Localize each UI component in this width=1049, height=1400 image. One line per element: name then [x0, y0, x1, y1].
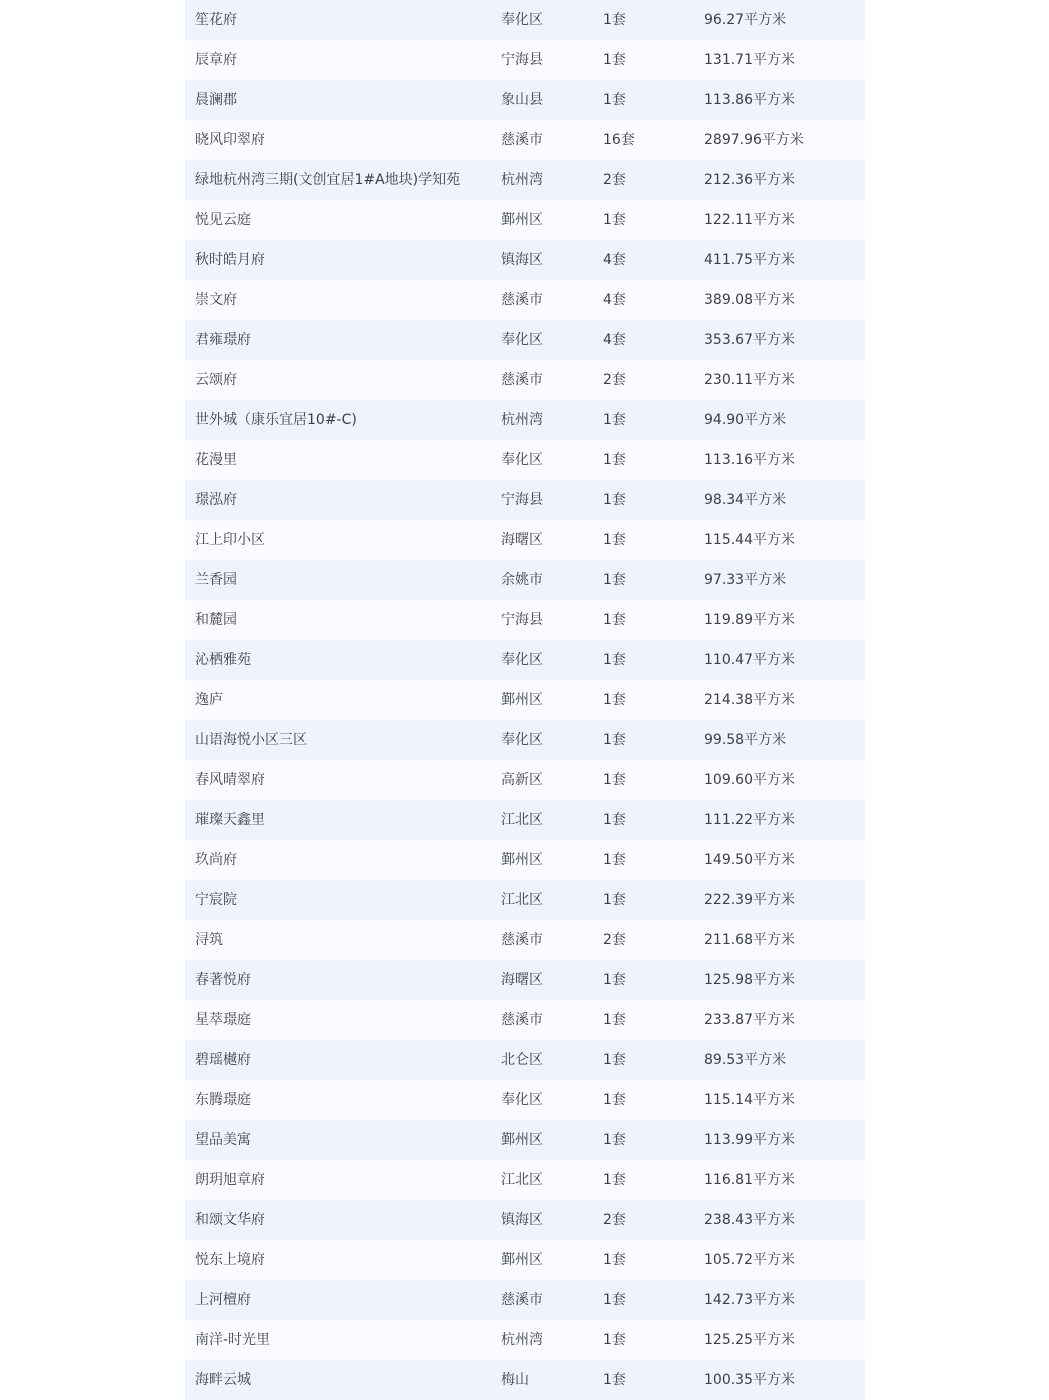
project-name-cell: 春著悦府 [195, 972, 251, 988]
project-name-cell: 春风晴翠府 [195, 772, 265, 788]
project-name-cell: 晨澜郡 [195, 92, 237, 108]
table-row [185, 80, 865, 120]
unit-count-cell: 1套 [603, 1372, 626, 1388]
unit-count-cell: 1套 [603, 732, 626, 748]
project-name-cell: 兰香园 [195, 572, 237, 588]
district-cell: 高新区 [501, 772, 543, 788]
area-cell: 411.75平方米 [704, 252, 795, 268]
project-name-cell: 璟泓府 [195, 492, 237, 508]
project-name-cell: 世外城（康乐宜居10#-C) [195, 412, 357, 428]
unit-count-cell: 4套 [603, 252, 626, 268]
unit-count-cell: 1套 [603, 1052, 626, 1068]
unit-count-cell: 1套 [603, 812, 626, 828]
project-name-cell: 碧瑶樾府 [195, 1052, 251, 1068]
project-name-cell: 辰章府 [195, 52, 237, 68]
unit-count-cell: 1套 [603, 532, 626, 548]
district-cell: 鄞州区 [501, 692, 543, 708]
unit-count-cell: 4套 [603, 292, 626, 308]
unit-count-cell: 2套 [603, 932, 626, 948]
project-name-cell: 璀璨天鑫里 [195, 812, 265, 828]
project-name-cell: 云颂府 [195, 372, 237, 388]
district-cell: 海曙区 [501, 532, 543, 548]
table-row [185, 240, 865, 280]
unit-count-cell: 4套 [603, 332, 626, 348]
project-name-cell: 晓风印翠府 [195, 132, 265, 148]
district-cell: 奉化区 [501, 332, 543, 348]
unit-count-cell: 1套 [603, 1172, 626, 1188]
area-cell: 111.22平方米 [704, 812, 795, 828]
area-cell: 230.11平方米 [704, 372, 795, 388]
project-name-cell: 朗玥旭章府 [195, 1172, 265, 1188]
project-name-cell: 崇文府 [195, 292, 237, 308]
area-cell: 125.25平方米 [704, 1332, 795, 1348]
district-cell: 慈溪市 [501, 292, 543, 308]
area-cell: 122.11平方米 [704, 212, 795, 228]
area-cell: 97.33平方米 [704, 572, 787, 588]
project-name-cell: 和麓园 [195, 612, 237, 628]
table-row [185, 1200, 865, 1240]
table-row [185, 1160, 865, 1200]
district-cell: 宁海县 [501, 52, 543, 68]
unit-count-cell: 1套 [603, 412, 626, 428]
district-cell: 奉化区 [501, 652, 543, 668]
table-row [185, 1320, 865, 1360]
project-name-cell: 东腾璟庭 [195, 1092, 251, 1108]
project-name-cell: 秋时皓月府 [195, 252, 265, 268]
district-cell: 慈溪市 [501, 932, 543, 948]
unit-count-cell: 1套 [603, 612, 626, 628]
area-cell: 96.27平方米 [704, 12, 787, 28]
unit-count-cell: 1套 [603, 1292, 626, 1308]
unit-count-cell: 1套 [603, 452, 626, 468]
table-row [185, 0, 865, 40]
district-cell: 北仑区 [501, 1052, 543, 1068]
table-row [185, 960, 865, 1000]
unit-count-cell: 1套 [603, 572, 626, 588]
table-row [185, 120, 865, 160]
district-cell: 奉化区 [501, 1092, 543, 1108]
table-row [185, 1280, 865, 1320]
project-name-cell: 上河檀府 [195, 1292, 251, 1308]
unit-count-cell: 1套 [603, 1252, 626, 1268]
district-cell: 慈溪市 [501, 132, 543, 148]
table-row [185, 1080, 865, 1120]
table-row [185, 1360, 865, 1400]
district-cell: 奉化区 [501, 452, 543, 468]
unit-count-cell: 1套 [603, 652, 626, 668]
table-row [185, 520, 865, 560]
area-cell: 233.87平方米 [704, 1012, 795, 1028]
project-name-cell: 宁宸院 [195, 892, 237, 908]
unit-count-cell: 1套 [603, 1132, 626, 1148]
area-cell: 99.58平方米 [704, 732, 787, 748]
table-row [185, 760, 865, 800]
area-cell: 353.67平方米 [704, 332, 795, 348]
project-name-cell: 君雍璟府 [195, 332, 251, 348]
district-cell: 镇海区 [501, 252, 543, 268]
project-name-cell: 花漫里 [195, 452, 237, 468]
unit-count-cell: 2套 [603, 172, 626, 188]
table-row [185, 480, 865, 520]
table-row [185, 1240, 865, 1280]
district-cell: 奉化区 [501, 12, 543, 28]
area-cell: 94.90平方米 [704, 412, 787, 428]
project-name-cell: 星萃璟庭 [195, 1012, 251, 1028]
area-cell: 389.08平方米 [704, 292, 795, 308]
table-row [185, 360, 865, 400]
project-name-cell: 绿地杭州湾三期(文创宜居1#A地块)学知苑 [195, 172, 461, 188]
district-cell: 鄞州区 [501, 212, 543, 228]
district-cell: 慈溪市 [501, 1012, 543, 1028]
area-cell: 113.86平方米 [704, 92, 795, 108]
table-row [185, 160, 865, 200]
listing-table [185, 0, 865, 1400]
table-row [185, 840, 865, 880]
project-name-cell: 悦见云庭 [195, 212, 251, 228]
project-name-cell: 逸庐 [195, 692, 223, 708]
district-cell: 梅山 [501, 1372, 529, 1388]
area-cell: 125.98平方米 [704, 972, 795, 988]
unit-count-cell: 1套 [603, 692, 626, 708]
table-row [185, 640, 865, 680]
table-row [185, 1120, 865, 1160]
table-row [185, 400, 865, 440]
table-row [185, 1000, 865, 1040]
unit-count-cell: 1套 [603, 852, 626, 868]
table-row [185, 920, 865, 960]
table-row [185, 880, 865, 920]
area-cell: 2897.96平方米 [704, 132, 804, 148]
table-row [185, 720, 865, 760]
unit-count-cell: 1套 [603, 772, 626, 788]
unit-count-cell: 1套 [603, 12, 626, 28]
table-row [185, 40, 865, 80]
district-cell: 海曙区 [501, 972, 543, 988]
unit-count-cell: 1套 [603, 972, 626, 988]
district-cell: 杭州湾 [501, 1332, 543, 1348]
district-cell: 江北区 [501, 812, 543, 828]
unit-count-cell: 1套 [603, 1092, 626, 1108]
area-cell: 100.35平方米 [704, 1372, 795, 1388]
area-cell: 211.68平方米 [704, 932, 795, 948]
area-cell: 222.39平方米 [704, 892, 795, 908]
district-cell: 象山县 [501, 92, 543, 108]
table-row [185, 440, 865, 480]
unit-count-cell: 1套 [603, 1012, 626, 1028]
table-row [185, 680, 865, 720]
area-cell: 238.43平方米 [704, 1212, 795, 1228]
unit-count-cell: 16套 [603, 132, 635, 148]
area-cell: 113.16平方米 [704, 452, 795, 468]
table-row [185, 560, 865, 600]
area-cell: 142.73平方米 [704, 1292, 795, 1308]
district-cell: 奉化区 [501, 732, 543, 748]
table-row [185, 200, 865, 240]
unit-count-cell: 2套 [603, 372, 626, 388]
project-name-cell: 和颂文华府 [195, 1212, 265, 1228]
district-cell: 慈溪市 [501, 1292, 543, 1308]
area-cell: 115.44平方米 [704, 532, 795, 548]
district-cell: 江北区 [501, 1172, 543, 1188]
project-name-cell: 山语海悦小区三区 [195, 732, 307, 748]
project-name-cell: 江上印小区 [195, 532, 265, 548]
area-cell: 212.36平方米 [704, 172, 795, 188]
area-cell: 109.60平方米 [704, 772, 795, 788]
area-cell: 115.14平方米 [704, 1092, 795, 1108]
district-cell: 镇海区 [501, 1212, 543, 1228]
area-cell: 105.72平方米 [704, 1252, 795, 1268]
district-cell: 鄞州区 [501, 1252, 543, 1268]
area-cell: 110.47平方米 [704, 652, 795, 668]
project-name-cell: 浔筑 [195, 932, 223, 948]
district-cell: 江北区 [501, 892, 543, 908]
unit-count-cell: 2套 [603, 1212, 626, 1228]
district-cell: 鄞州区 [501, 852, 543, 868]
district-cell: 宁海县 [501, 492, 543, 508]
project-name-cell: 南洋-时光里 [195, 1332, 271, 1348]
area-cell: 131.71平方米 [704, 52, 795, 68]
district-cell: 杭州湾 [501, 412, 543, 428]
project-name-cell: 望品美寓 [195, 1132, 251, 1148]
area-cell: 113.99平方米 [704, 1132, 795, 1148]
unit-count-cell: 1套 [603, 52, 626, 68]
area-cell: 116.81平方米 [704, 1172, 795, 1188]
area-cell: 119.89平方米 [704, 612, 795, 628]
table-row [185, 600, 865, 640]
unit-count-cell: 1套 [603, 212, 626, 228]
unit-count-cell: 1套 [603, 92, 626, 108]
project-name-cell: 笙花府 [195, 12, 237, 28]
area-cell: 149.50平方米 [704, 852, 795, 868]
district-cell: 余姚市 [501, 572, 543, 588]
unit-count-cell: 1套 [603, 1332, 626, 1348]
area-cell: 214.38平方米 [704, 692, 795, 708]
district-cell: 慈溪市 [501, 372, 543, 388]
project-name-cell: 海畔云城 [195, 1372, 251, 1388]
district-cell: 鄞州区 [501, 1132, 543, 1148]
unit-count-cell: 1套 [603, 892, 626, 908]
area-cell: 89.53平方米 [704, 1052, 787, 1068]
project-name-cell: 悦东上境府 [195, 1252, 265, 1268]
table-row [185, 280, 865, 320]
project-name-cell: 玖尚府 [195, 852, 237, 868]
area-cell: 98.34平方米 [704, 492, 787, 508]
project-name-cell: 沁栖雅苑 [195, 652, 251, 668]
table-row [185, 1040, 865, 1080]
unit-count-cell: 1套 [603, 492, 626, 508]
table-row [185, 800, 865, 840]
district-cell: 宁海县 [501, 612, 543, 628]
table-row [185, 320, 865, 360]
district-cell: 杭州湾 [501, 172, 543, 188]
